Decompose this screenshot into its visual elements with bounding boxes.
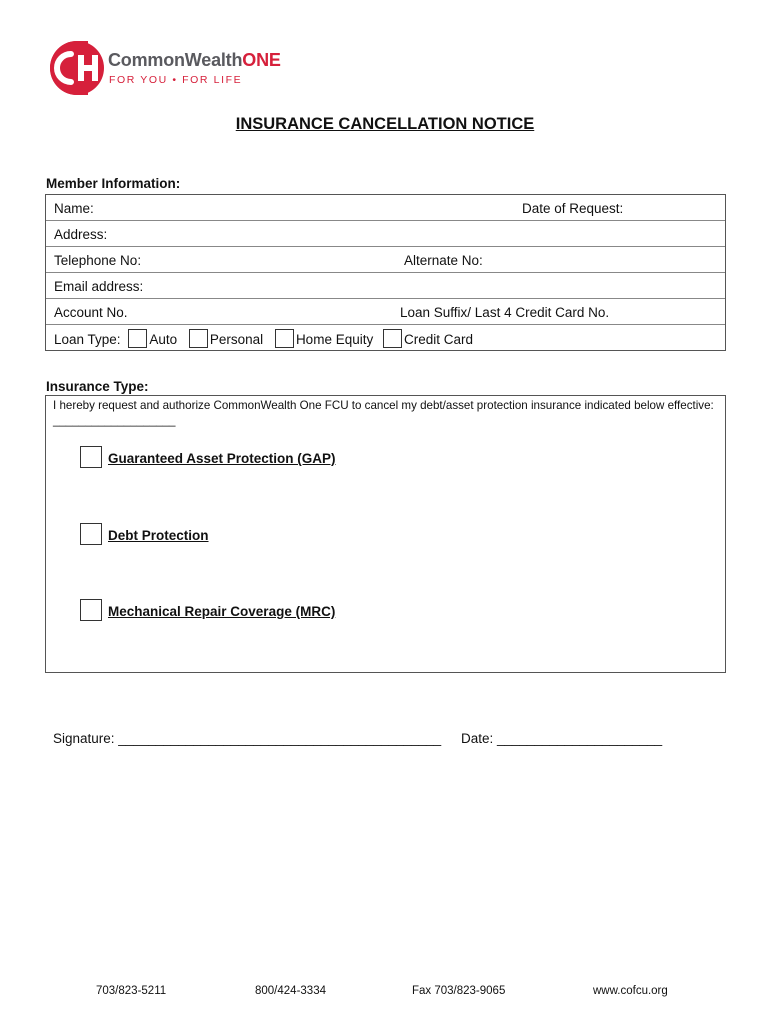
loan-type-credit-card-checkbox[interactable] [383, 329, 402, 348]
address-label: Address: [54, 227, 108, 242]
loan-type-home-equity-checkbox[interactable] [275, 329, 294, 348]
logo-name: CommonWealthONE [108, 50, 281, 70]
loan-type-credit-card-label: Credit Card [404, 332, 474, 347]
loan-type-auto-checkbox[interactable] [128, 329, 147, 348]
loan-type-label: Loan Type: [54, 332, 121, 347]
loan-type-personal-checkbox[interactable] [189, 329, 208, 348]
footer-phone-2: 800/424-3334 [255, 985, 326, 997]
loan-type-personal-label: Personal [209, 332, 264, 347]
date-of-request-label: Date of Request: [522, 201, 624, 216]
footer-fax: Fax 703/823-9065 [412, 985, 506, 997]
company-logo [48, 40, 288, 96]
email-label: Email address: [54, 279, 144, 294]
gap-checkbox[interactable] [80, 446, 102, 468]
loan-type-home-equity-label: Home Equity [295, 332, 374, 347]
loan-type-group [54, 329, 473, 348]
loan-suffix-label: Loan Suffix/ Last 4 Credit Card No. [400, 305, 610, 320]
commonwealth-one-logo-icon [48, 40, 106, 96]
footer-phone-1: 703/823-5211 [96, 985, 167, 997]
gap-option[interactable] [80, 446, 336, 468]
footer-website[interactable]: www.cofcu.org [593, 985, 668, 997]
member-info-heading: Member Information: [46, 176, 181, 191]
debt-protection-label: Debt Protection [108, 528, 209, 543]
alternate-label: Alternate No: [404, 253, 483, 268]
telephone-row [46, 247, 725, 273]
page-title: INSURANCE CANCELLATION NOTICE [235, 115, 535, 133]
loan-type-auto-label: Auto [149, 332, 178, 347]
email-row [46, 273, 725, 299]
loan-type-row [46, 325, 725, 351]
date-line[interactable]: Date: ______________________ [461, 731, 663, 746]
gap-label: Guaranteed Asset Protection (GAP) [108, 451, 336, 466]
mrc-option[interactable] [80, 599, 335, 621]
address-row [46, 221, 725, 247]
mrc-checkbox[interactable] [80, 599, 102, 621]
telephone-label: Telephone No: [54, 253, 142, 268]
member-info-box [45, 194, 726, 351]
insurance-type-heading: Insurance Type: [46, 379, 149, 394]
insurance-type-box [45, 395, 726, 673]
name-row [46, 195, 725, 221]
debt-protection-option[interactable] [80, 523, 209, 545]
account-label: Account No. [54, 305, 128, 320]
account-row [46, 299, 725, 325]
authorization-text: I hereby request and authorize CommonWealth One FCU to cancel my debt/asset protection insurance indicated below effective: ___________________ [53, 399, 714, 427]
signature-line[interactable]: Signature: ___________________________________________ [53, 731, 442, 746]
mrc-label: Mechanical Repair Coverage (MRC) [108, 604, 336, 619]
logo-tagline: FOR YOU • FOR LIFE [109, 74, 243, 86]
name-label: Name: [54, 201, 94, 216]
debt-protection-checkbox[interactable] [80, 523, 102, 545]
